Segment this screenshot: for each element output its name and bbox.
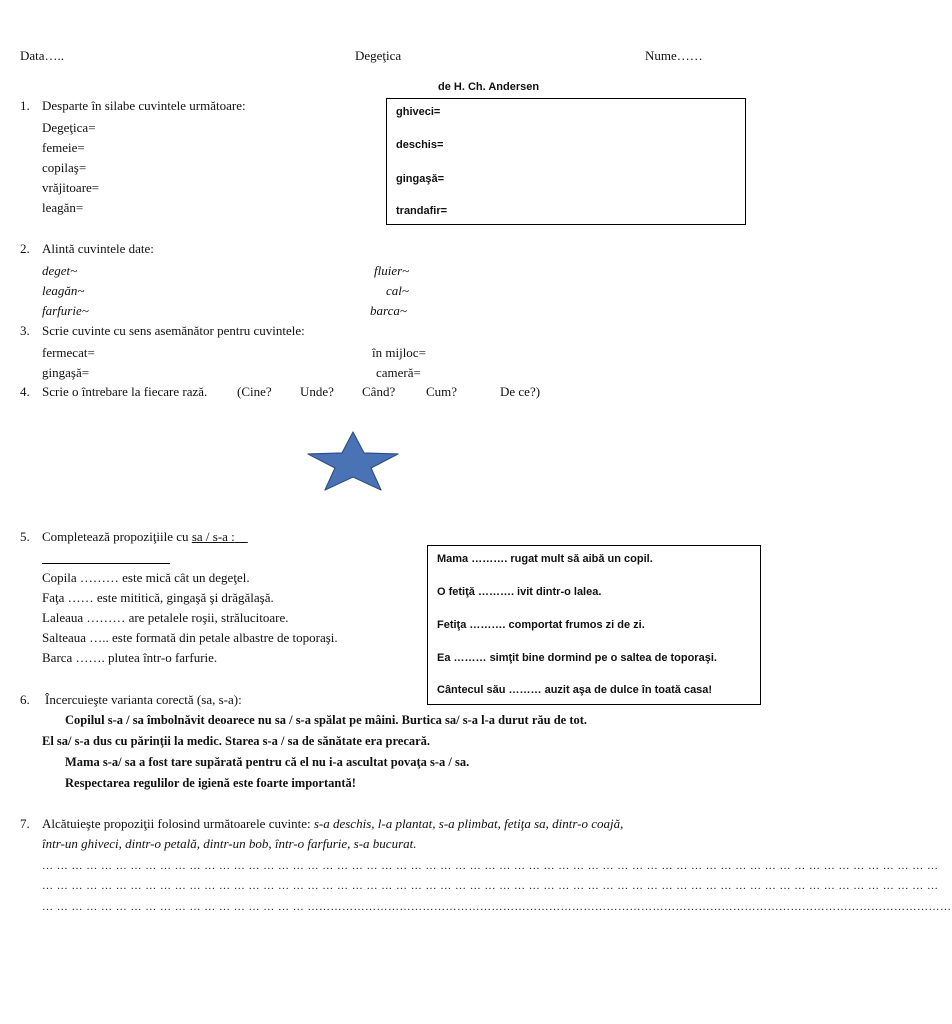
exercise-3-prompt: Scrie cuvinte cu sens asemănător pentru cuvintele: (42, 323, 305, 338)
question-word: (Cine? (237, 384, 272, 399)
word-item: copilaş= (42, 160, 87, 175)
exercise-5-box (427, 545, 761, 705)
exercise-4-number: 4. (20, 384, 30, 399)
exercise-5-number: 5. (20, 529, 30, 544)
word-item: fermecat= (42, 345, 95, 360)
exercise-6-prompt: Încercuieşte varianta corectă (sa, s-a): (45, 692, 242, 707)
exercise-5-prompt-text: Completează propoziţiile cu (42, 529, 189, 544)
word-item: în mijloc= (372, 345, 426, 360)
question-word: De ce?) (500, 384, 541, 399)
word-item: vrăjitoare= (42, 180, 100, 195)
word-item: deget~ (42, 263, 78, 278)
box-sentence: Ea ……… simţit bine dormind pe o saltea de toporaşi. (437, 652, 717, 664)
date-label: Data….. (20, 48, 65, 63)
exercise-7-number: 7. (20, 816, 30, 831)
exercise-1-words (42, 118, 99, 218)
exercise-4-prompt: Scrie o întrebare la fiecare rază. (42, 384, 208, 399)
exercise-6-line: Respectarea regulilor de igienă este foarte importantă! (65, 776, 356, 790)
word-item: cal~ (386, 283, 409, 298)
box-word: trandafir= (396, 205, 448, 217)
exercise-6-line: El sa/ s-a dus cu părinţii la medic. Starea s-a / sa de sănătate era precară. (42, 734, 431, 748)
word-item: Degeţica= (42, 120, 96, 135)
exercise-1-box (386, 98, 746, 225)
word-item: farfurie~ (42, 303, 89, 318)
word-item: femeie= (42, 140, 85, 155)
word-item: gingaşă= (42, 365, 90, 380)
word-item: cameră= (376, 365, 421, 380)
question-word: Cum? (426, 384, 458, 399)
word-item: leagăn~ (42, 283, 85, 298)
box-sentence: Fetiţa ………. comportat frumos zi de zi. (437, 619, 645, 631)
exercise-3-number: 3. (20, 323, 30, 338)
exercise-5-sentences (42, 568, 338, 668)
sentence-item: Barca ……. plutea într-o farfurie. (42, 650, 218, 665)
exercise-7-prompt: Alcătuieşte propoziţii folosind următoarele cuvinte: (42, 816, 311, 831)
exercise-1-prompt: Desparte în silabe cuvintele următoare: (42, 98, 246, 113)
question-word: Când? (362, 384, 396, 399)
box-sentence: O fetiţă ………. ivit dintr-o lalea. (437, 586, 602, 598)
answer-blank-line (42, 563, 170, 564)
exercise-7-prompt-line-1 (42, 816, 623, 832)
word-item: barca~ (370, 303, 407, 318)
author: de H. Ch. Andersen (438, 81, 540, 93)
box-sentence: Mama ………. rugat mult să aibă un copil. (437, 553, 653, 565)
star-icon (305, 430, 401, 492)
sentence-item: Laleaua ……… are petalele roşii, strălucitoare. (42, 610, 289, 625)
name-label: Nume…… (645, 48, 703, 63)
question-word: Unde? (300, 384, 334, 399)
exercise-3-right-words (372, 343, 426, 383)
sentence-item: Copila ……… este mică cât un degeţel. (42, 570, 250, 585)
box-word: ghiveci= (396, 106, 441, 118)
sentence-item: Salteaua ….. este formată din petale albastre de toporaşi. (42, 630, 338, 645)
exercise-6-line: Mama s-a/ sa a fost tare supărată pentru că el nu i-a ascultat povaţa s-a / sa. (65, 755, 470, 769)
answer-dotted-line[interactable]: … … … … … … … … … … … … … … … … … … … … … … … … … … … … … … … … … … … … … … … … … … … … … … … … … … … … … … … … … … … … … (42, 880, 939, 892)
box-sentence: Cântecul său ……… auzit aşa de dulce în toată casa! (437, 684, 713, 696)
word-item: fluier~ (374, 263, 410, 278)
word-item: leagăn= (42, 200, 84, 215)
exercise-7-words: s-a deschis, l-a plantat, s-a plimbat, fetiţa sa, dintr-o coajă, (313, 816, 624, 831)
exercise-7-words-line-2: într-un ghiveci, dintr-o petală, dintr-un bob, într-o farfurie, s-a bucurat. (42, 836, 417, 851)
page-title: Degeţica (355, 48, 402, 63)
exercise-1-number: 1. (20, 98, 30, 113)
exercise-5-prompt (42, 529, 248, 545)
exercise-2-left-words (42, 261, 89, 321)
exercise-2-number: 2. (20, 241, 30, 256)
answer-dotted-line[interactable]: … … … … … … … … … … … … … … … … … … … … … … … … … … … … … … … … … … … … … … … … … … … … … … … … … … … … … … … … … … … … … (42, 860, 939, 872)
sentence-item: Faţa …… este mititică, gingaşă şi drăgălaşă. (42, 590, 274, 605)
exercise-6-number: 6. (20, 692, 30, 707)
box-word: deschis= (396, 139, 444, 151)
exercise-6-line: Copilul s-a / sa îmbolnăvit deoarece nu sa / s-a spălat pe mâini. Burtica sa/ s-a l-a durut rău de tot. (65, 713, 588, 727)
exercise-3-left-words (42, 343, 95, 383)
exercise-5-prompt-options: sa / s-a : (191, 529, 235, 544)
answer-dotted-line[interactable]: … … … … … … … … … … … … … … … … … … …………………………………………………………………………………………………………………………………………………… (42, 901, 952, 913)
box-word: gingaşă= (396, 173, 444, 185)
exercise-2-prompt: Alintă cuvintele date: (42, 241, 154, 256)
exercise-2-right-words (370, 261, 409, 321)
